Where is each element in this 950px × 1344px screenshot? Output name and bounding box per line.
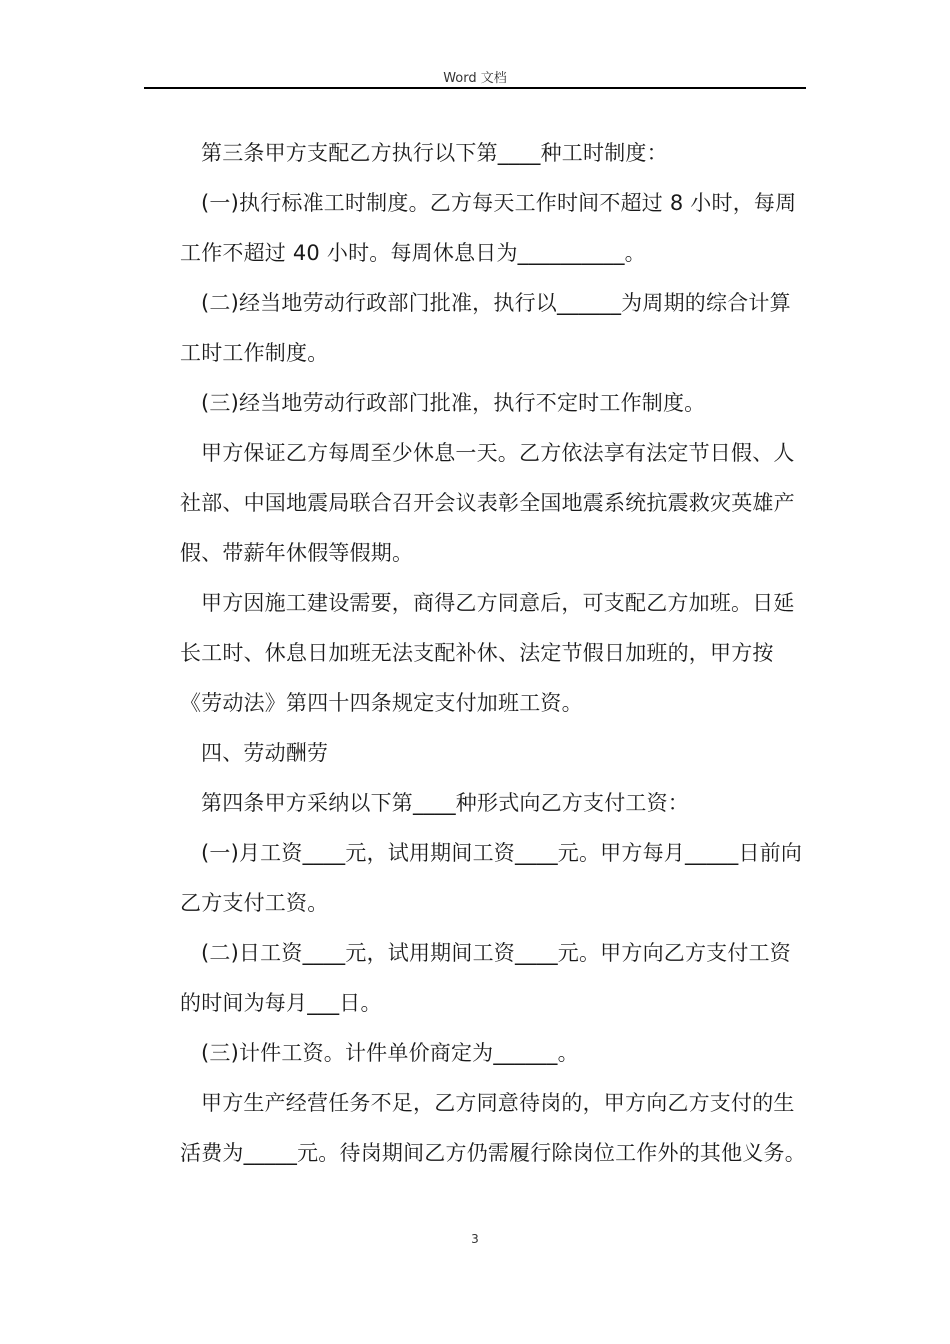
paragraph-comprehensive-hours: (二)经当地劳动行政部门批准，执行以______为周期的综合计算工时工作制度。 [180,291,791,365]
paragraph-article-3: 第三条甲方支配乙方执行以下第____种工时制度： [201,141,668,165]
header-divider [144,87,806,89]
paragraph-standby-allowance: 甲方生产经营任务不足，乙方同意待岗的，甲方向乙方支付的生活费为_____元。待岗期间乙方仍需履行除岗位工作外的其他义务。 [180,1091,806,1165]
paragraph-overtime: 甲方因施工建设需要，商得乙方同意后，可支配乙方加班。日延长工时、休息日加班无法支配补休、法定节假日加班的，甲方按《劳动法》第四十四条规定支付加班工资。 [180,591,795,715]
paragraph-standard-hours: (一)执行标准工时制度。乙方每天工作时间不超过 8 小时，每周工作不超过 40 小时。每周休息日为__________。 [180,191,797,265]
paragraph-article-4: 第四条甲方采纳以下第____种形式向乙方支付工资： [201,791,689,815]
paragraph-monthly-wage: (一)月工资____元，试用期间工资____元。甲方每月_____日前向乙方支付工资。 [180,841,803,915]
page-number: 3 [471,1232,479,1246]
paragraph-daily-wage: (二)日工资____元，试用期间工资____元。甲方向乙方支付工资的时间为每月___日。 [180,941,791,1015]
section-heading-remuneration: 四、劳动酬劳 [201,741,329,765]
paragraph-rest-days: 甲方保证乙方每周至少休息一天。乙方依法享有法定节日假、人社部、中国地震局联合召开会议表彰全国地震系统抗震救灾英雄产假、带薪年休假等假期。 [180,441,795,565]
paragraph-flexible-hours: (三)经当地劳动行政部门批准，执行不定时工作制度。 [201,391,706,415]
paragraph-piece-wage: (三)计件工资。计件单价商定为______。 [201,1041,579,1065]
document-body [180,128,806,1178]
page-header: Word 文档 [443,71,507,86]
